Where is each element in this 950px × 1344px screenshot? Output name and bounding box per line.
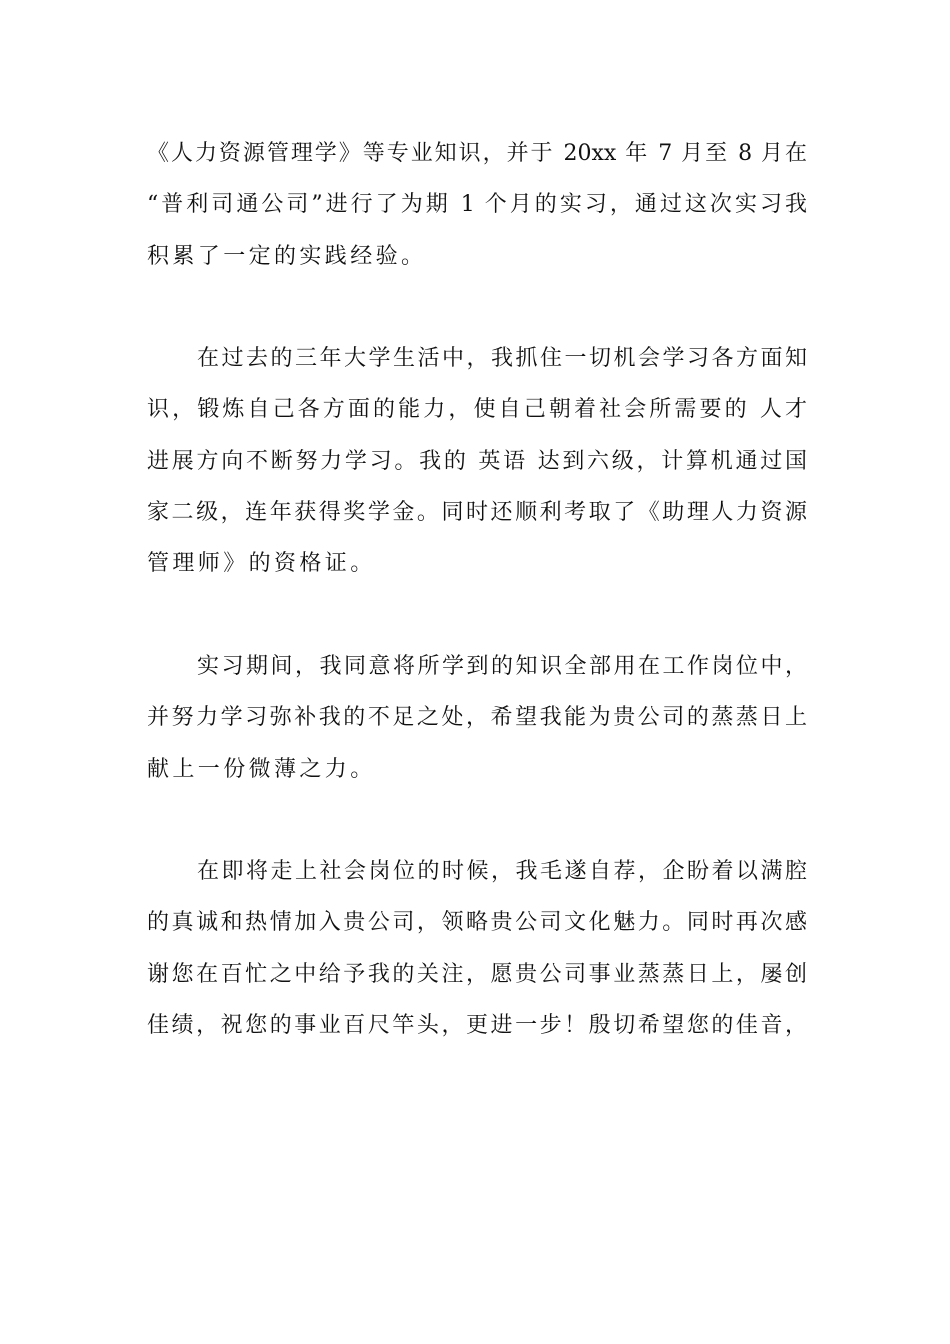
text-line: 《人力资源管理学》等专业知识，并于 20xx 年 7 月至 8 月在 xyxy=(147,141,807,166)
paragraph-gap xyxy=(147,282,807,333)
text-line: 家二级，连年获得奖学金。同时还顺利考取了《助理人力资源 xyxy=(147,500,807,526)
text-line: 在过去的三年大学生活中，我抓住一切机会学习各方面知 xyxy=(197,346,807,372)
text-line: 识，锻炼自己各方面的能力，使自己朝着社会所需要的 人才 xyxy=(147,397,807,423)
text-line: 积累了一定的实践经验。 xyxy=(147,243,427,269)
text-line: “普利司通公司”进行了为期 1 个月的实习，通过这次实习我 xyxy=(147,192,807,218)
text-line: 并努力学习弥补我的不足之处，希望我能为贵公司的蒸蒸日上 xyxy=(147,705,807,731)
text-line: 进展方向不断努力学习。我的 英语 达到六级，计算机通过国 xyxy=(147,448,807,474)
text-line: 的真诚和热情加入贵公司，领略贵公司文化魅力。同时再次感 xyxy=(147,910,807,936)
letter-body xyxy=(147,128,807,1051)
paragraph-gap xyxy=(147,795,807,846)
text-line: 实习期间，我同意将所学到的知识全部用在工作岗位中， xyxy=(197,653,807,679)
text-line: 管理师》的资格证。 xyxy=(147,551,376,577)
text-line: 在即将走上社会岗位的时候，我毛遂自荐，企盼着以满腔 xyxy=(197,859,807,885)
paragraph-gap xyxy=(147,590,807,641)
text-line: 献上一份微薄之力。 xyxy=(147,756,376,782)
text-line: 佳绩，祝您的事业百尺竿头，更进一步！殷切希望您的佳音， xyxy=(147,1013,807,1039)
text-line: 谢您在百忙之中给予我的关注，愿贵公司事业蒸蒸日上，屡创 xyxy=(147,961,807,987)
